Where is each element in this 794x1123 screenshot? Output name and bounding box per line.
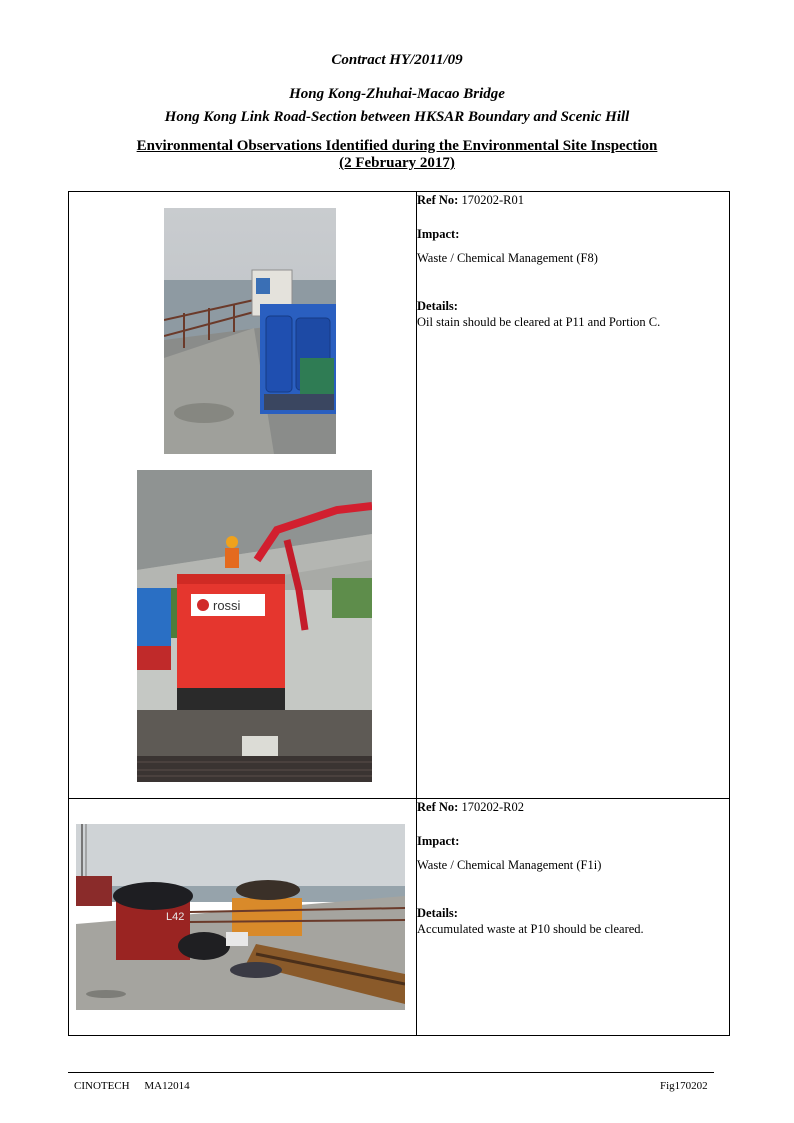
photo-cell bbox=[69, 192, 417, 799]
ref-label: Ref No: bbox=[417, 800, 459, 814]
ref-label: Ref No: bbox=[417, 193, 459, 207]
ref-number: 170202-R01 bbox=[461, 193, 524, 207]
details-label: Details: bbox=[417, 906, 458, 920]
generator-brand-label: rossi bbox=[213, 598, 241, 613]
photo-drums-on-deck bbox=[164, 208, 336, 454]
document-title: Environmental Observations Identified during the Environmental Site Inspection bbox=[136, 138, 658, 154]
section-heading: Hong Kong Link Road-Section between HKSAR Boundary and Scenic Hill bbox=[164, 109, 630, 125]
ref-line bbox=[417, 799, 729, 815]
ref-number: 170202-R02 bbox=[461, 800, 524, 814]
details-value: Oil stain should be cleared at P11 and Portion C. bbox=[417, 315, 661, 329]
photo-rossi-generator bbox=[137, 470, 372, 782]
observation-row bbox=[69, 799, 730, 1036]
footer-divider bbox=[68, 1072, 714, 1073]
photo-cell bbox=[69, 799, 417, 1036]
footer-left bbox=[74, 1080, 202, 1092]
details-label: Details: bbox=[417, 299, 458, 313]
details-value: Accumulated waste at P10 should be cleared. bbox=[417, 922, 644, 936]
observation-details-cell bbox=[417, 192, 730, 799]
observation-row bbox=[69, 192, 730, 799]
impact-label: Impact: bbox=[417, 834, 460, 848]
footer-company: CINOTECH bbox=[74, 1080, 130, 1092]
observations-table bbox=[68, 191, 730, 1036]
inspection-date: (2 February 2017) bbox=[339, 155, 455, 171]
photo-waste-skips bbox=[76, 824, 405, 1010]
skip-number-label: L42 bbox=[166, 911, 185, 923]
footer-figure-number: Fig170202 bbox=[660, 1080, 708, 1092]
project-heading: Hong Kong-Zhuhai-Macao Bridge bbox=[289, 86, 505, 102]
observation-details-cell bbox=[417, 799, 730, 1036]
footer-project-code: MA12014 bbox=[144, 1080, 190, 1092]
impact-label: Impact: bbox=[417, 227, 460, 241]
impact-value: Waste / Chemical Management (F1i) bbox=[417, 858, 602, 872]
ref-line bbox=[417, 192, 729, 208]
impact-value: Waste / Chemical Management (F8) bbox=[417, 251, 598, 265]
contract-heading: Contract HY/2011/09 bbox=[331, 52, 463, 68]
